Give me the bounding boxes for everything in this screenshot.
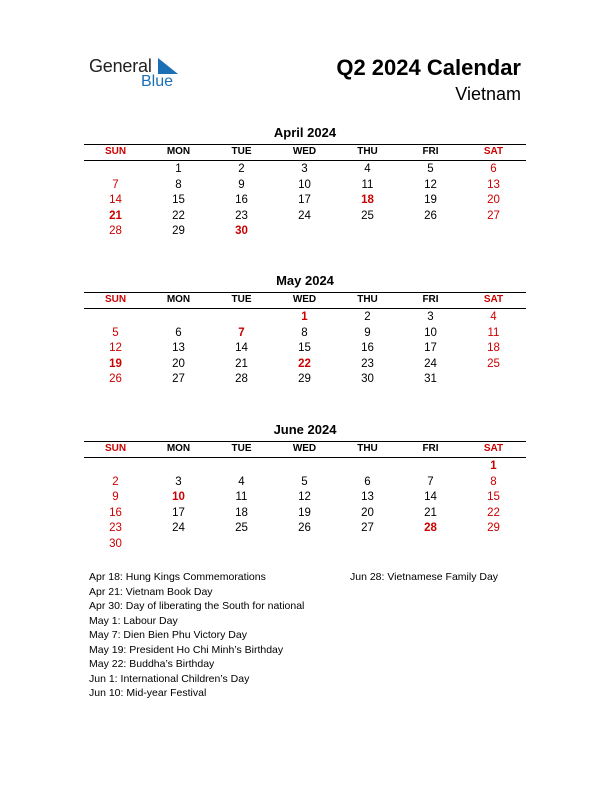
weekday-header	[84, 292, 526, 309]
holiday-item: May 1: Labour Day	[89, 614, 178, 627]
day-cell: 23	[109, 522, 122, 535]
day-cell: 19	[109, 357, 122, 370]
weekday-label: WED	[292, 443, 317, 454]
weekday-label: SUN	[104, 443, 127, 454]
page-title: Q2 2024 Calendar	[336, 55, 521, 80]
holiday-item: Jun 28: Vietnamese Family Day	[350, 571, 499, 583]
day-cell: 14	[109, 194, 122, 207]
day-cell: 6	[364, 475, 371, 488]
day-cell: 26	[424, 209, 437, 222]
day-cell: 8	[301, 326, 308, 339]
day-cell: 20	[172, 357, 185, 370]
weekday-label: MON	[166, 146, 191, 157]
day-cell: 12	[424, 178, 437, 191]
day-cell: 25	[235, 522, 248, 535]
day-cell: 11	[487, 326, 500, 339]
day-cell: 1	[301, 311, 308, 323]
holiday-item: May 7: Dien Bien Phu Victory Day	[89, 629, 247, 641]
day-cell: 16	[361, 342, 374, 355]
day-cell: 23	[361, 357, 374, 370]
day-cell: 11	[361, 178, 374, 191]
day-cell: 15	[172, 194, 185, 207]
day-cell: 5	[301, 475, 308, 488]
day-cell: 30	[361, 373, 374, 386]
day-cell: 22	[487, 506, 500, 519]
day-cell: 5	[427, 163, 434, 175]
day-cell: 10	[298, 178, 311, 191]
weekday-label: WED	[292, 294, 317, 305]
weekday-label: SAT	[483, 443, 504, 454]
day-cell: 3	[427, 311, 434, 323]
day-cell: 13	[487, 178, 500, 191]
day-cell: 5	[112, 326, 119, 339]
weekday-label: FRI	[422, 146, 439, 157]
day-cell: 3	[175, 475, 182, 488]
day-cell: 13	[361, 491, 374, 504]
day-cell: 28	[109, 225, 122, 238]
day-cell: 1	[490, 460, 497, 472]
day-cell: 28	[424, 522, 437, 535]
day-cell: 27	[172, 373, 185, 386]
day-cell: 4	[490, 311, 497, 323]
day-cell: 2	[112, 475, 119, 488]
country-name: Vietnam	[455, 84, 521, 104]
day-cell: 29	[298, 373, 311, 386]
day-cell: 24	[424, 357, 437, 370]
weekday-label: TUE	[231, 146, 252, 157]
day-cell: 2	[238, 163, 245, 175]
weekday-label: THU	[357, 146, 378, 157]
month-title: June 2024	[273, 422, 337, 437]
day-cell: 9	[238, 178, 245, 191]
day-cell: 6	[490, 163, 497, 175]
day-cell: 19	[424, 194, 437, 207]
month-title: May 2024	[276, 273, 334, 288]
day-cell: 15	[298, 342, 311, 355]
weekday-label: TUE	[231, 443, 252, 454]
day-cell: 20	[361, 506, 374, 519]
day-cell: 9	[112, 491, 119, 504]
weekday-label: SAT	[483, 146, 504, 157]
holiday-item: May 19: President Ho Chi Minh’s Birthday	[89, 643, 284, 656]
holiday-item: Apr 21: Vietnam Book Day	[89, 585, 213, 598]
day-cell: 7	[427, 475, 434, 488]
day-cell: 29	[487, 522, 500, 535]
month-title: April 2024	[273, 125, 337, 140]
weekday-label: THU	[357, 443, 378, 454]
day-cell: 12	[298, 491, 311, 504]
day-cell: 7	[112, 178, 119, 191]
day-cell: 18	[487, 342, 500, 355]
weekday-label: SUN	[104, 146, 127, 157]
day-cell: 14	[235, 342, 248, 355]
weekday-label: MON	[166, 443, 191, 454]
day-cell: 16	[235, 194, 248, 207]
day-cell: 17	[298, 194, 311, 207]
day-cell: 18	[235, 506, 248, 519]
day-cell: 31	[424, 373, 437, 386]
weekday-header	[84, 441, 526, 458]
day-cell: 26	[298, 522, 311, 535]
weekday-label: SAT	[483, 294, 504, 305]
day-cell: 25	[361, 209, 374, 222]
day-cell: 27	[487, 209, 500, 222]
weekday-label: WED	[292, 146, 317, 157]
day-cell: 28	[235, 373, 248, 386]
holiday-item: Apr 30: Day of liberating the South for national	[89, 600, 305, 612]
day-cell: 22	[298, 357, 311, 370]
day-cell: 7	[238, 326, 245, 339]
day-cell: 29	[172, 225, 185, 238]
day-cell: 20	[487, 194, 500, 207]
day-cell: 3	[301, 163, 308, 175]
logo-word-blue: Blue	[141, 73, 174, 90]
day-cell: 19	[298, 506, 311, 519]
holiday-list-right	[350, 570, 498, 585]
day-cell: 2	[364, 311, 371, 323]
day-cell: 21	[235, 357, 248, 370]
day-cell: 25	[487, 357, 500, 370]
holiday-item: May 22: Buddha’s Birthday	[89, 658, 215, 670]
day-cell: 1	[175, 163, 182, 175]
weekday-label: TUE	[231, 294, 252, 305]
weekday-label: THU	[357, 294, 378, 305]
day-cell: 16	[109, 506, 122, 519]
day-cell: 21	[109, 209, 122, 222]
holiday-item: Jun 1: International Children’s Day	[89, 672, 250, 685]
day-cell: 13	[172, 342, 185, 355]
day-cell: 6	[175, 326, 182, 339]
day-cell: 30	[109, 538, 122, 550]
weekday-label: FRI	[422, 294, 439, 305]
day-cell: 11	[235, 491, 248, 504]
day-cell: 12	[109, 342, 122, 355]
day-cell: 24	[298, 209, 311, 222]
weekday-label: FRI	[422, 443, 439, 454]
day-cell: 27	[361, 522, 374, 535]
weekday-header	[84, 144, 526, 161]
day-cell: 22	[172, 209, 185, 222]
day-cell: 23	[235, 209, 248, 222]
day-cell: 4	[364, 163, 371, 175]
logo-word-general: General	[89, 56, 152, 76]
day-cell: 17	[424, 342, 437, 355]
day-cell: 10	[424, 326, 437, 339]
day-cell: 15	[487, 491, 500, 504]
day-cell: 9	[364, 326, 371, 339]
weekday-label: SUN	[104, 294, 127, 305]
day-cell: 10	[172, 491, 185, 504]
day-cell: 26	[109, 373, 122, 386]
day-cell: 24	[172, 522, 185, 535]
weekday-label: MON	[166, 294, 191, 305]
holiday-item: Apr 18: Hung Kings Commemorations	[89, 571, 266, 583]
logo-flag-icon	[158, 58, 178, 74]
day-cell: 21	[424, 506, 437, 519]
day-cell: 17	[172, 506, 185, 519]
day-cell: 18	[361, 194, 374, 207]
day-cell: 14	[424, 491, 437, 504]
day-cell: 4	[238, 475, 245, 488]
brand-logo	[89, 56, 199, 96]
day-cell: 30	[235, 225, 248, 238]
day-cell: 8	[175, 178, 182, 191]
day-cell: 8	[490, 475, 497, 488]
holiday-item: Jun 10: Mid-year Festival	[89, 687, 207, 699]
holiday-list-left	[89, 570, 304, 701]
